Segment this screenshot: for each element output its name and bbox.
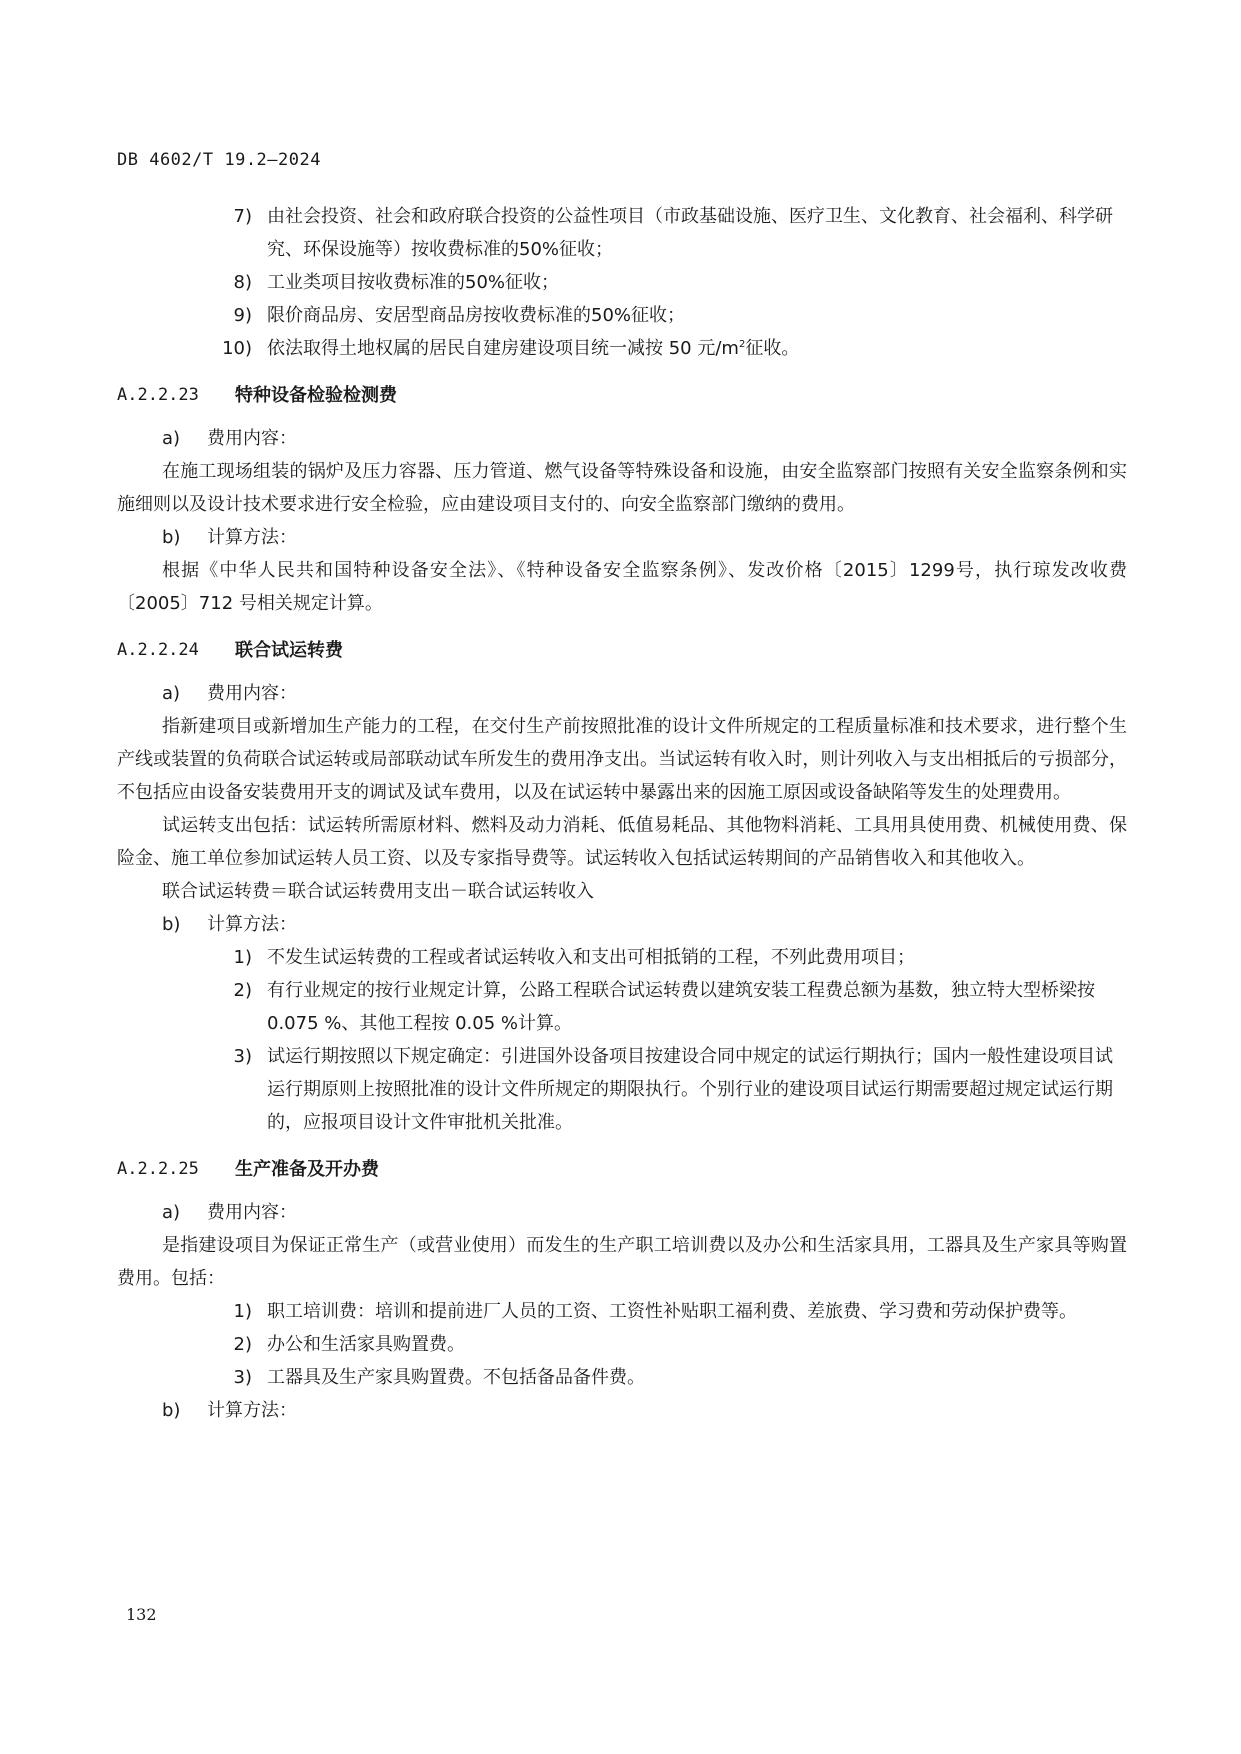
paragraph: 根据《中华人民共和国特种设备安全法》、《特种设备安全监察条例》、发改价格〔2015〕1299号，执行琼发改收费〔2005〕712 号相关规定计算。 [117, 560, 1127, 614]
list-item-text-main: 依法取得土地权属的居民自建房建设项目统一减按 50 元/m [267, 338, 739, 359]
list-item-text [267, 332, 1127, 365]
list-item-number: 2) [233, 1334, 252, 1355]
sub-label: b) [162, 527, 181, 548]
list-item [117, 299, 1127, 332]
document-body [117, 200, 1127, 1427]
list-item-number: 1) [233, 947, 252, 968]
list-item-number: 10) [222, 338, 252, 359]
sub-label: a) [162, 683, 181, 704]
sub-heading [117, 677, 1127, 710]
document-id: DB 4602/T 19.2—2024 [117, 150, 321, 170]
sub-heading [117, 1196, 1127, 1229]
section-number: A.2.2.25 [117, 1159, 199, 1179]
list-item-number: 9) [233, 305, 252, 326]
paragraph: 试运转支出包括：试运转所需原材料、燃料及动力消耗、低值易耗品、其他物料消耗、工具用具使用费、机械使用费、保险金、施工单位参加试运转人员工资、以及专家指导费等。试运转收入包括试运转期间的产品销售收入和其他收入。 [117, 815, 1127, 869]
superscript: 2 [738, 339, 746, 350]
list-item [117, 1295, 1127, 1328]
list-item-text: 由社会投资、社会和政府联合投资的公益性项目（市政基础设施、医疗卫生、文化教育、社会福利、科学研究、环保设施等）按收费标准的50%征收； [267, 206, 1113, 260]
list-item-text-tail: 征收。 [745, 338, 800, 359]
sub-label: a) [162, 428, 181, 449]
section-heading [117, 634, 1127, 667]
paragraph: 是指建设项目为保证正常生产（或营业使用）而发生的生产职工培训费以及办公和生活家具用，工器具及生产家具等购置费用。包括： [117, 1235, 1127, 1289]
sub-title: 费用内容： [207, 1202, 297, 1223]
list-item-number: 8) [233, 272, 252, 293]
list-item-number: 3) [233, 1367, 252, 1388]
section-number: A.2.2.24 [117, 640, 199, 660]
paragraph: 指新建项目或新增加生产能力的工程，在交付生产前按照批准的设计文件所规定的工程质量标准和技术要求，进行整个生产线或装置的负荷联合试运转或局部联动试车所发生的费用净支出。当试运转有收入时，则计列收入与支出相抵后的亏损部分，不包括应由设备安装费用开支的调试及试车费用，以及在试运转中暴露出来的因施工原因或设备缺陷等发生的处理费用。 [117, 716, 1127, 803]
list-item-number: 2) [233, 980, 252, 1001]
sub-title: 费用内容： [207, 428, 297, 449]
list-item [117, 266, 1127, 299]
list-item [117, 1361, 1127, 1394]
list-item [117, 974, 1127, 1040]
list-item-text: 职工培训费：培训和提前进厂人员的工资、工资性补贴职工福利费、差旅费、学习费和劳动保护费等。 [267, 1301, 1077, 1322]
list-item [117, 332, 1127, 365]
list-item [117, 941, 1127, 974]
sub-title: 计算方法： [207, 1400, 297, 1421]
list-item-text: 限价商品房、安居型商品房按收费标准的50%征收； [267, 305, 686, 326]
paragraph: 在施工现场组装的锅炉及压力容器、压力管道、燃气设备等特殊设备和设施，由安全监察部门按照有关安全监察条例和实施细则以及设计技术要求进行安全检验，应由建设项目支付的、向安全监察部门缴纳的费用。 [117, 461, 1127, 515]
section-number: A.2.2.23 [117, 385, 199, 405]
list-item [117, 1328, 1127, 1361]
sub-title: 计算方法： [207, 527, 297, 548]
section-heading [117, 1153, 1127, 1186]
list-item-number: 3) [233, 1046, 252, 1067]
sub-heading [117, 1394, 1127, 1427]
list-item-text: 不发生试运转费的工程或者试运转收入和支出可相抵销的工程，不列此费用项目； [267, 947, 915, 968]
list-item [117, 1040, 1127, 1139]
sub-heading [117, 521, 1127, 554]
list-item-text: 工业类项目按收费标准的50%征收； [267, 272, 560, 293]
sub-label: a) [162, 1202, 181, 1223]
list-item-text: 试运行期按照以下规定确定：引进国外设备项目按建设合同中规定的试运行期执行；国内一般性建设项目试运行期原则上按照批准的设计文件所规定的期限执行。个别行业的建设项目试运行期需要超过规定试运行期的，应报项目设计文件审批机关批准。 [267, 1046, 1113, 1133]
sub-title: 计算方法： [207, 914, 297, 935]
section-title: 特种设备检验检测费 [235, 385, 397, 406]
sub-label: b) [162, 914, 181, 935]
formula: 联合试运转费＝联合试运转费用支出－联合试运转收入 [162, 881, 594, 902]
list-item-text: 有行业规定的按行业规定计算，公路工程联合试运转费以建筑安装工程费总额为基数，独立特大型桥梁按 0.075 %、其他工程按 0.05 %计算。 [267, 980, 1095, 1034]
sub-label: b) [162, 1400, 181, 1421]
list-item [117, 200, 1127, 266]
section-heading [117, 379, 1127, 412]
list-item-number: 7) [233, 206, 252, 227]
sub-heading [117, 422, 1127, 455]
section-title: 联合试运转费 [235, 640, 343, 661]
sub-title: 费用内容： [207, 683, 297, 704]
page-number: 132 [126, 1605, 157, 1624]
sub-heading [117, 908, 1127, 941]
section-title: 生产准备及开办费 [235, 1159, 379, 1180]
list-item-number: 1) [233, 1301, 252, 1322]
list-item-text: 办公和生活家具购置费。 [267, 1334, 465, 1355]
list-item-text: 工器具及生产家具购置费。不包括备品备件费。 [267, 1367, 645, 1388]
